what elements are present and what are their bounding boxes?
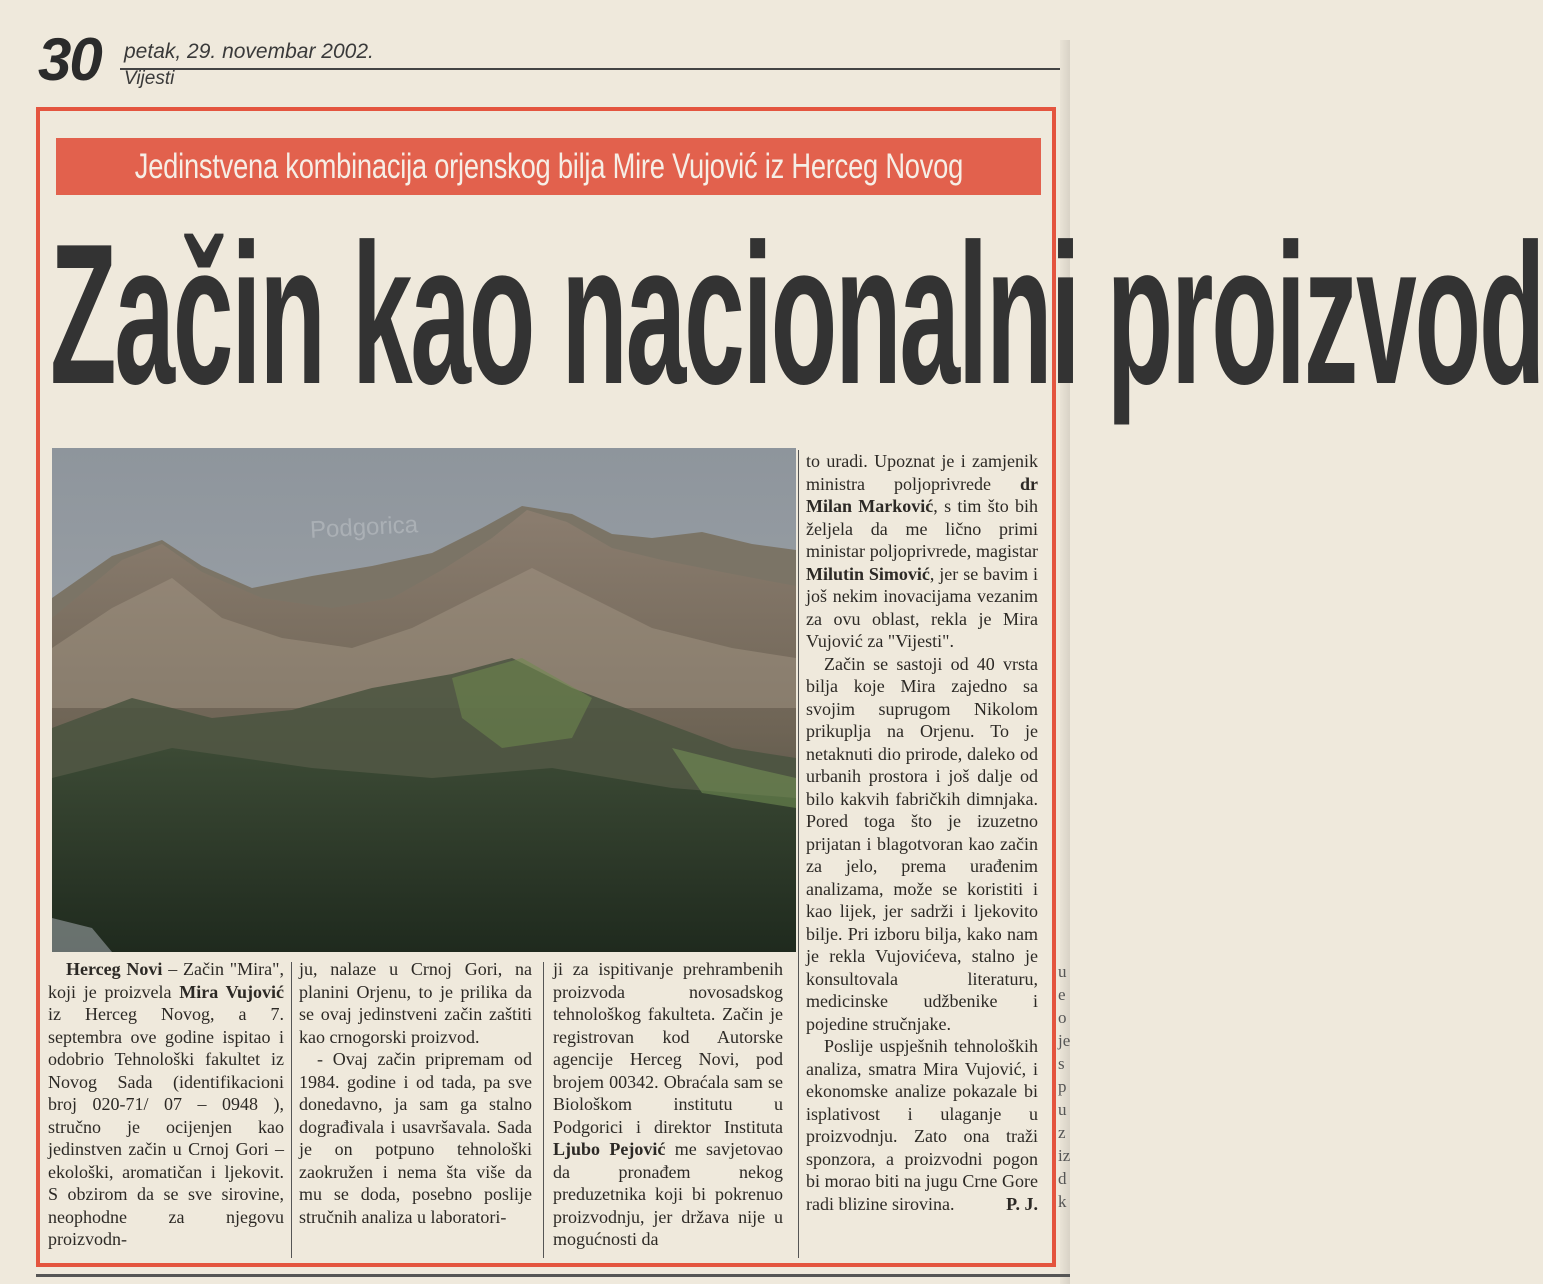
text-run: Poslije uspješnih tehnoloških analiza, smatra Mira Vujović, i ekonomske analize pokazale bi isplativost i ulaganje u proizvodnju. Zato ona traži sponzora, a proizvodni pogon bi morao biti na jugu Crne Gore radi blizine sirovina. (806, 1036, 1038, 1214)
text-run: iz Herceg Novog, a 7. septembra ove godine ispitao i odobrio Tehnološki fakultet iz Novog Sada (identifikacioni broj 020-71/ 07 – 0948 ), stručno je ocijenjen kao jedinstven začin u Crnoj Gori – ekološki, aromatičan i ljekovit. S obzirom da se sve sirovine, neophodne za njegovu proizvodn- (48, 1004, 284, 1249)
dateline: Herceg Novi (66, 959, 163, 979)
paragraph (806, 450, 1038, 653)
text-run: me savjetovao da pronađem nekog preduzetnika koji bi pokrenuo proizvodnju, jer država nije u mogućnosti da (553, 1139, 783, 1249)
mountain-photo-image (52, 448, 796, 952)
article-column-4 (806, 450, 1038, 1260)
kicker-text: Jedinstvena kombinacija orjenskog bilja Mire Vujović iz Herceg Novog (134, 146, 963, 186)
adjacent-article-edge (1058, 960, 1072, 1213)
author-signature: P. J. (1006, 1193, 1038, 1214)
issue-date: petak, 29. novembar 2002. (124, 40, 374, 63)
edge-fragment: iz (1058, 1146, 1071, 1165)
edge-fragment: s (1058, 1054, 1065, 1073)
paragraph (553, 958, 783, 1251)
article-kicker (56, 138, 1041, 195)
column-rule (798, 450, 799, 1258)
person-name: Mira Vujović (179, 981, 284, 1002)
person-name: Ljubo Pejović (553, 1139, 666, 1159)
text-run: , s tim što bih željela da me lično primi ministar poljoprivrede, magistar (806, 496, 1039, 561)
person-name: dr Milan Marković (806, 473, 1038, 516)
edge-fragment: u (1058, 1100, 1067, 1119)
edge-fragment: e (1058, 985, 1066, 1004)
paragraph: ju, nalaze u Crnoj Gori, na planini Orjenu, to je prilika da se ovaj jedinstveni začin zaštiti kao crnogorski proizvod. (299, 959, 532, 1047)
article-column-1 (48, 958, 284, 1258)
paper-name: Vijesti (124, 68, 175, 89)
column-rule (543, 962, 544, 1258)
text-run: , jer se bavim i još nekim inovacijama vezanim za ovu oblast, rekla je Mira Vujović za "Vijesti". (806, 563, 1038, 651)
person-name: Milutin Simović (806, 563, 930, 584)
paragraph: Začin se sastoji od 40 vrsta bilja koje Mira zajedno sa svojim suprugom Nikolom prikuplja na Orjenu. To je netaknuti dio prirode, daleko od urbanih prostora i još dalje od bilo kakvih fabričkih dimnjaka. Pored toga što je izuzetno prijatan i blagotvoran kao začin za jelo, prema urađenim analizama, može se koristiti i kao lijek, jer sadrži i ljekovito bilje. Pri izboru bilja, kako nam je rekla Vujovićeva, stalno je konsultovala literaturu, medicinske udžbenike i pojedine stručnjake. (806, 653, 1038, 1034)
photo-watermark: Podgorica (309, 511, 419, 544)
text-run: to uradi. Upoznat je i zamjenik ministra poljoprivrede (806, 451, 1038, 494)
paragraph (48, 958, 284, 1251)
edge-fragment: o (1058, 1008, 1067, 1027)
edge-fragment: k (1058, 1192, 1067, 1211)
edge-fragment: u (1058, 962, 1067, 981)
headline-text: Začin kao nacionalni proizvod (50, 203, 1543, 426)
mountain-range-photo (52, 448, 796, 952)
page-number: 30 (38, 26, 101, 93)
paragraph: - Ovaj začin pripremam od 1984. godine i od tada, pa sve donedavno, ja sam ga stalno dograđivala i usavršavala. Sada je on potpuno tehnološki zaokružen i nema šta više da mu se doda, posebno poslije stručnih analiza u laboratori- (299, 1049, 532, 1227)
edge-fragment: p (1058, 1077, 1067, 1096)
edge-fragment: je (1058, 1031, 1071, 1050)
text-run: ji za ispitivanje prehrambenih proizvoda novosadskog tehnološkog fakulteta. Začin je registrovan kod Autorske agencije Herceg Novi, pod brojem 00342. Obraćala sam se Biološkom institutu u Podgorici i direktor Instituta (553, 959, 783, 1137)
text-run: – Začin "Mira", koji je proizvela (48, 959, 284, 1002)
column-rule (291, 962, 292, 1258)
article-headline (50, 203, 1543, 455)
edge-fragment: z (1058, 1123, 1066, 1142)
article-column-3 (553, 958, 783, 1258)
bottom-rule (36, 1274, 1070, 1277)
edge-fragment: d (1058, 1169, 1067, 1188)
masthead-rule (120, 68, 1070, 70)
paragraph (806, 1035, 1038, 1215)
article-column-2 (299, 958, 532, 1258)
